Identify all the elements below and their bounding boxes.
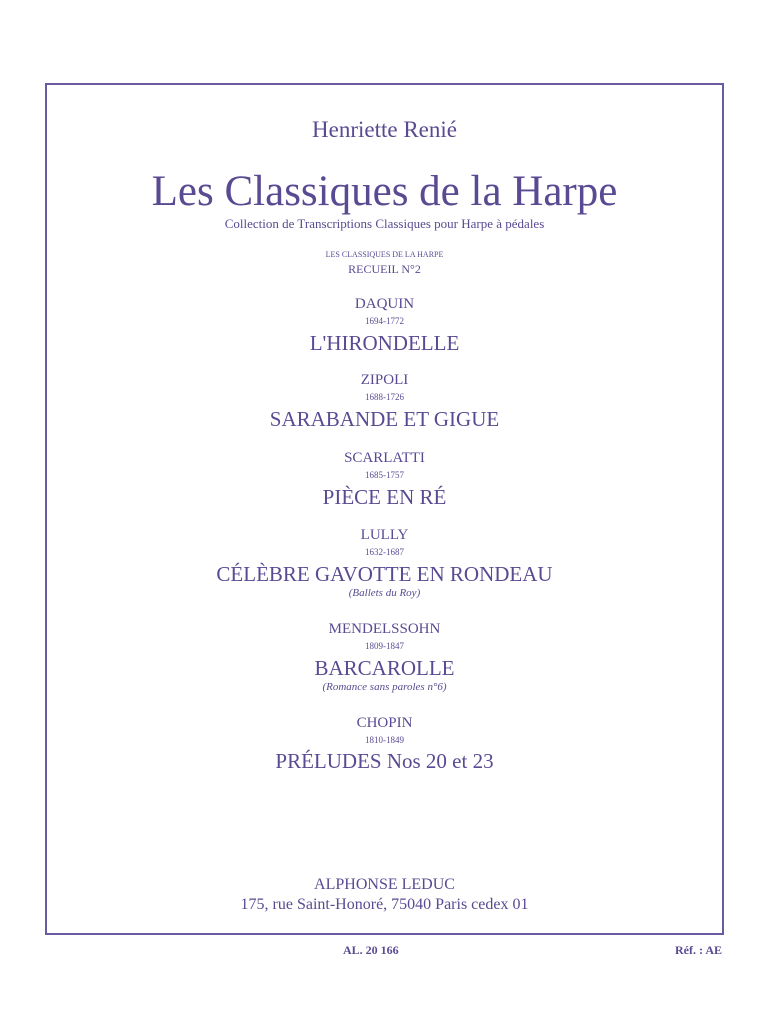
composer-name: CHOPIN [356, 715, 413, 731]
work-note: (Ballets du Roy) [348, 587, 421, 599]
catalog-number: AL. 20 166 [343, 943, 399, 957]
work-title: SARABANDE ET GIGUE [269, 407, 500, 431]
composer-dates: 1809-1847 [365, 641, 404, 651]
composer-name: DAQUIN [354, 296, 415, 312]
collection-subtitle: Collection de Transcriptions Classiques pour Harpe à pédales [224, 216, 545, 231]
composer-name: ZIPOLI [360, 372, 409, 388]
author-name: Henriette Renié [312, 117, 457, 142]
composer-name: LULLY [360, 527, 409, 543]
composer-name: MENDELSSOHN [328, 621, 441, 637]
reference-code: Réf. : AE [675, 943, 722, 957]
composer-dates: 1694-1772 [365, 316, 404, 326]
composer-dates: 1685-1757 [365, 470, 404, 480]
publisher-address: 175, rue Saint-Honoré, 75040 Paris cedex 01 [240, 896, 529, 913]
volume-label: RECUEIL N°2 [348, 262, 421, 276]
work-title: PIÈCE EN RÉ [322, 485, 447, 509]
work-note: (Romance sans paroles n°6) [322, 681, 447, 693]
page-title: Les Classiques de la Harpe [151, 168, 618, 215]
composer-name: SCARLATTI [344, 450, 425, 466]
composer-dates: 1810-1849 [365, 735, 404, 745]
work-title: PRÉLUDES Nos 20 et 23 [275, 749, 494, 773]
work-title: BARCAROLLE [314, 656, 455, 680]
series-label: LES CLASSIQUES DE LA HARPE [325, 250, 444, 259]
composer-dates: 1632-1687 [365, 547, 404, 557]
publisher-name: ALPHONSE LEDUC [314, 876, 455, 893]
composer-dates: 1688-1726 [365, 392, 404, 402]
work-title: L'HIRONDELLE [309, 331, 460, 355]
work-title: CÉLÈBRE GAVOTTE EN RONDEAU [216, 562, 553, 586]
